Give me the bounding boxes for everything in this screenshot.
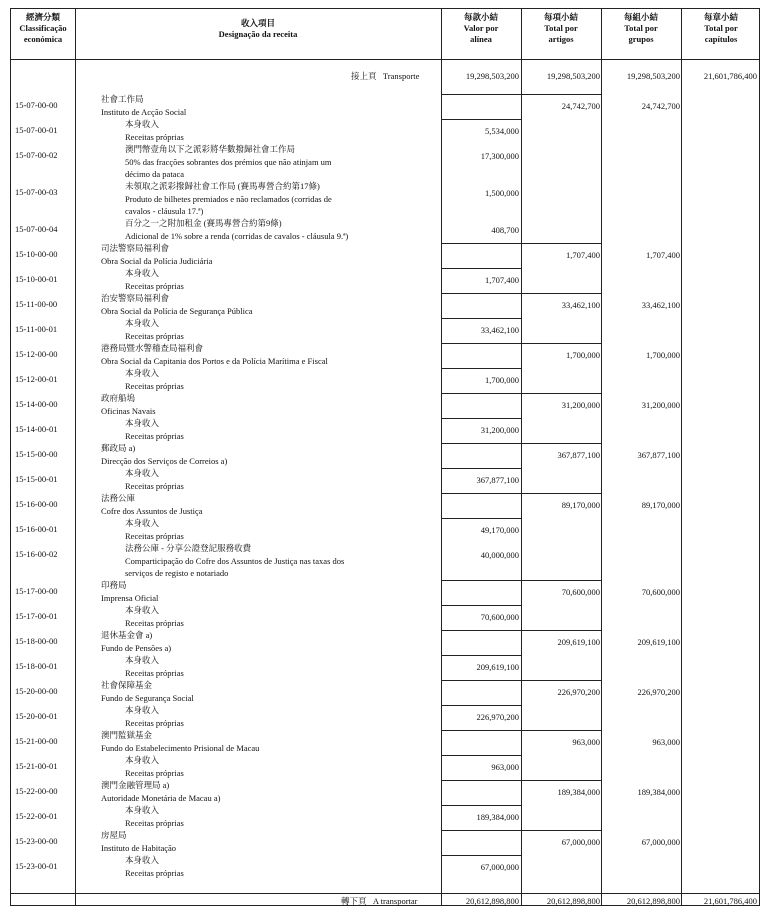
row-title-zh: 退休基金會 a) [101,630,153,640]
row-code: 15-23-00-01 [15,861,58,871]
header-capitulos: 每章小結 Total por capítulos [703,12,738,44]
footer-label-zh: 轉下頁 [341,896,367,906]
row-title-zh: 本身收入 [125,805,160,815]
row-code: 15-07-00-04 [15,224,58,234]
header-rule [11,59,759,60]
row-title-pt: Receitas próprias [125,280,184,291]
transport-label [351,71,419,82]
row-title-zh: 本身收入 [125,755,160,765]
row-title-pt: décimo da pataca [125,169,184,179]
row-grupos: 24,742,700 [641,101,680,111]
row-artigos: 367,877,100 [557,450,600,460]
row-title-zh: 法務公庫 - 分享公證登記服務收費 [125,543,252,553]
group-rule [521,780,601,781]
row-title-pt: Receitas próprias [125,867,184,878]
row-title-zh: 治安警察局福利會 [101,293,170,303]
row-code: 15-14-00-01 [15,424,58,434]
row-title-zh: 法務公庫 [101,493,136,503]
row-title-zh: 郵政局 a) [101,443,136,453]
group-rule [441,468,521,469]
row-grupos: 1,707,400 [646,250,680,260]
row-valor: 408,700 [491,225,519,235]
row-code: 15-10-00-01 [15,274,58,284]
row-grupos: 33,462,100 [641,300,680,310]
row-valor: 70,600,000 [480,612,519,622]
group-rule [521,293,601,294]
row-title-pt: Receitas próprias [125,617,184,628]
row-code: 15-22-00-01 [15,811,58,821]
header-grupos: 每組小結 Total por grupos [623,12,658,44]
row-valor: 226,970,200 [476,712,519,722]
row-valor: 33,462,100 [480,325,519,335]
group-rule [441,705,521,706]
row-artigos: 70,600,000 [561,587,600,597]
footer-label [341,896,418,907]
column-rule [681,9,682,905]
row-title-pt: Obra Social da Capitania dos Portos e da Polícia Marítima e Fiscal [101,355,328,366]
row-artigos: 1,700,000 [566,350,600,360]
group-rule [441,855,521,856]
row-code: 15-15-00-00 [15,449,58,459]
row-code: 15-10-00-00 [15,249,58,259]
row-grupos: 89,170,000 [641,500,680,510]
group-rule [441,318,521,319]
row-title-zh: 本身收入 [125,855,160,865]
row-title-pt: Receitas próprias [125,530,184,541]
row-code: 15-11-00-01 [15,324,58,334]
footer-artigos: 20,612,898,800 [546,896,600,906]
row-artigos: 209,619,100 [557,637,600,647]
row-code: 15-18-00-01 [15,661,58,671]
row-artigos: 1,707,400 [566,250,600,260]
row-code: 15-11-00-00 [15,299,58,309]
row-grupos: 67,000,000 [641,837,680,847]
group-rule [441,580,521,581]
row-code: 15-07-00-03 [15,187,58,197]
row-title-pt: Receitas próprias [125,330,184,341]
group-rule [521,630,601,631]
row-code: 15-12-00-01 [15,374,58,384]
row-title-zh: 印務局 [101,580,127,590]
row-title-zh: 本身收入 [125,705,160,715]
row-code: 15-14-00-00 [15,399,58,409]
group-rule [441,94,521,95]
column-rule [75,9,76,905]
row-title-pt: Adicional de 1% sobre a renda (corridas de cavalos - cláusula 9.ª) [125,230,349,241]
group-rule [441,755,521,756]
group-rule [441,343,521,344]
row-code: 15-23-00-00 [15,836,58,846]
row-valor: 367,877,100 [476,475,519,485]
row-artigos: 24,742,700 [561,101,600,111]
row-title-pt: Receitas próprias [125,131,184,142]
transport-artigos: 19,298,503,200 [546,71,600,81]
row-title-zh: 政府船塢 [101,393,136,403]
group-rule [441,393,521,394]
row-title-zh: 司法警察局福利會 [101,243,170,253]
row-artigos: 89,170,000 [561,500,600,510]
row-valor: 5,534,000 [485,126,519,136]
group-rule [441,605,521,606]
row-grupos: 226,970,200 [637,687,680,697]
row-valor: 17,300,000 [480,151,519,161]
row-grupos: 963,000 [652,737,680,747]
row-title-pt: Obra Social da Polícia de Segurança Pública [101,305,253,316]
group-rule [441,830,521,831]
transport-label-zh: 接上頁 [351,71,377,81]
transport-label-pt: Transporte [382,71,420,81]
row-code: 15-21-00-00 [15,736,58,746]
footer-capitulos: 21,601,786,400 [703,896,757,906]
row-title-zh: 本身收入 [125,655,160,665]
row-title-zh: 澳門監獄基金 [101,730,153,740]
footer-valor: 20,612,898,800 [465,896,519,906]
row-title-pt: Receitas próprias [125,767,184,778]
group-rule [441,630,521,631]
group-rule [521,393,601,394]
group-rule [521,680,601,681]
row-artigos: 226,970,200 [557,687,600,697]
header-artigos: 每項小結 Total por artigos [543,12,578,44]
row-artigos: 963,000 [572,737,600,747]
row-code: 15-07-00-01 [15,125,58,135]
row-artigos: 31,200,000 [561,400,600,410]
row-title-pt: Fundo de Pensões a) [101,642,172,653]
group-rule [441,268,521,269]
row-title-zh: 本身收入 [125,268,160,278]
row-title-zh: 本身收入 [125,468,160,478]
row-code: 15-16-00-00 [15,499,58,509]
group-rule [441,655,521,656]
row-title-pt: Fundo de Segurança Social [101,692,194,703]
row-title-pt: Produto de bilhetes premiados e não reclamados (corridas de [125,193,332,204]
header-designation: 收入項目 Designação da receita [218,18,298,39]
row-title-pt: Direcção dos Serviços de Correios a) [101,455,228,466]
row-title-zh: 房屋局 [101,830,127,840]
group-rule [441,119,521,120]
row-title-pt: Receitas próprias [125,817,184,828]
row-code: 15-20-00-01 [15,711,58,721]
row-valor: 49,170,000 [480,525,519,535]
row-code: 15-16-00-01 [15,524,58,534]
row-valor: 40,000,000 [480,550,519,560]
row-code: 15-07-00-00 [15,100,58,110]
row-title-zh: 澳門金融管理局 a) [101,780,170,790]
row-title-pt: Fundo do Estabelecimento Prisional de Macau [101,742,260,753]
group-rule [521,94,601,95]
transport-valor: 19,298,503,200 [465,71,519,81]
row-code: 15-07-00-02 [15,150,58,160]
group-rule [441,243,521,244]
column-rule [441,9,442,905]
group-rule [441,518,521,519]
footer-rule [11,893,759,894]
row-artigos: 189,384,000 [557,787,600,797]
group-rule [441,418,521,419]
row-title-pt: Obra Social da Polícia Judiciária [101,255,213,266]
header-valor: 每款小結 Valor por alínea [463,12,499,44]
row-code: 15-22-00-00 [15,786,58,796]
footer-grupos: 20,612,898,800 [626,896,680,906]
group-rule [521,343,601,344]
group-rule [521,730,601,731]
row-code: 15-20-00-00 [15,686,58,696]
row-title-pt: Instituto de Habitação [101,842,177,853]
row-title-pt: Receitas próprias [125,380,184,391]
row-title-pt: Autoridade Monetária de Macau a) [101,792,221,803]
row-code: 15-15-00-01 [15,474,58,484]
group-rule [441,780,521,781]
row-title-zh: 社會工作局 [101,94,144,104]
row-grupos: 209,619,100 [637,637,680,647]
column-rule [521,9,522,905]
row-title-zh: 本身收入 [125,119,160,129]
group-rule [521,830,601,831]
row-grupos: 1,700,000 [646,350,680,360]
row-title-pt: Oficinas Navais [101,405,156,416]
group-rule [441,730,521,731]
row-valor: 31,200,000 [480,425,519,435]
row-code: 15-17-00-01 [15,611,58,621]
group-rule [441,680,521,681]
row-title-pt: Receitas próprias [125,430,184,441]
row-title-pt: Instituto de Acção Social [101,106,187,117]
row-grupos: 70,600,000 [641,587,680,597]
transport-grupos: 19,298,503,200 [626,71,680,81]
group-rule [441,493,521,494]
row-title-pt: cavalos - cláusula 17.ª) [125,206,204,216]
row-code: 15-18-00-00 [15,636,58,646]
row-code: 15-17-00-00 [15,586,58,596]
row-title-zh: 澳門幣壹角以下之派彩將华數撥歸社會工作局 [125,144,296,154]
row-title-zh: 港務局暨水警稽查局福利會 [101,343,204,353]
row-title-pt: Receitas próprias [125,480,184,491]
row-title-pt: Receitas próprias [125,667,184,678]
group-rule [441,805,521,806]
group-rule [441,443,521,444]
row-grupos: 31,200,000 [641,400,680,410]
group-rule [521,493,601,494]
row-title-pt: Receitas próprias [125,717,184,728]
group-rule [521,243,601,244]
row-valor: 189,384,000 [476,812,519,822]
group-rule [521,443,601,444]
group-rule [521,580,601,581]
header-classification: 經濟分類 Classificação económica [19,12,67,44]
revenue-table [10,8,760,906]
row-valor: 963,000 [491,762,519,772]
column-rule [601,9,602,905]
row-grupos: 189,384,000 [637,787,680,797]
row-title-pt: Cofre dos Assuntos de Justiça [101,505,203,516]
row-title-pt: serviços de registo e notariado [125,568,229,578]
row-valor: 1,707,400 [485,275,519,285]
row-title-zh: 未領取之派彩撥歸社會工作局 (賽馬專營合約第17條) [125,181,320,191]
row-code: 15-12-00-00 [15,349,58,359]
group-rule [441,368,521,369]
row-artigos: 67,000,000 [561,837,600,847]
row-title-zh: 本身收入 [125,368,160,378]
row-title-zh: 本身收入 [125,605,160,615]
row-title-zh: 本身收入 [125,418,160,428]
footer-label-pt: A transportar [372,896,418,906]
row-title-pt: 50% das fracções sobrantes dos prémios que não atinjam um [125,156,332,167]
row-title-zh: 本身收入 [125,518,160,528]
group-rule [441,293,521,294]
row-valor: 209,619,100 [476,662,519,672]
row-title-zh: 百分之一之附加租金 (賽馬專營合約第9條) [125,218,282,228]
row-valor: 1,500,000 [485,188,519,198]
row-valor: 67,000,000 [480,862,519,872]
transport-capitulos: 21,601,786,400 [703,71,757,81]
row-title-pt: Imprensa Oficial [101,592,159,603]
row-code: 15-21-00-01 [15,761,58,771]
row-code: 15-16-00-02 [15,549,58,559]
row-grupos: 367,877,100 [637,450,680,460]
row-artigos: 33,462,100 [561,300,600,310]
row-title-zh: 本身收入 [125,318,160,328]
row-title-zh: 社會保障基金 [101,680,153,690]
row-title-pt: Comparticipação do Cofre dos Assuntos de Justiça nas taxas dos [125,555,345,566]
row-valor: 1,700,000 [485,375,519,385]
